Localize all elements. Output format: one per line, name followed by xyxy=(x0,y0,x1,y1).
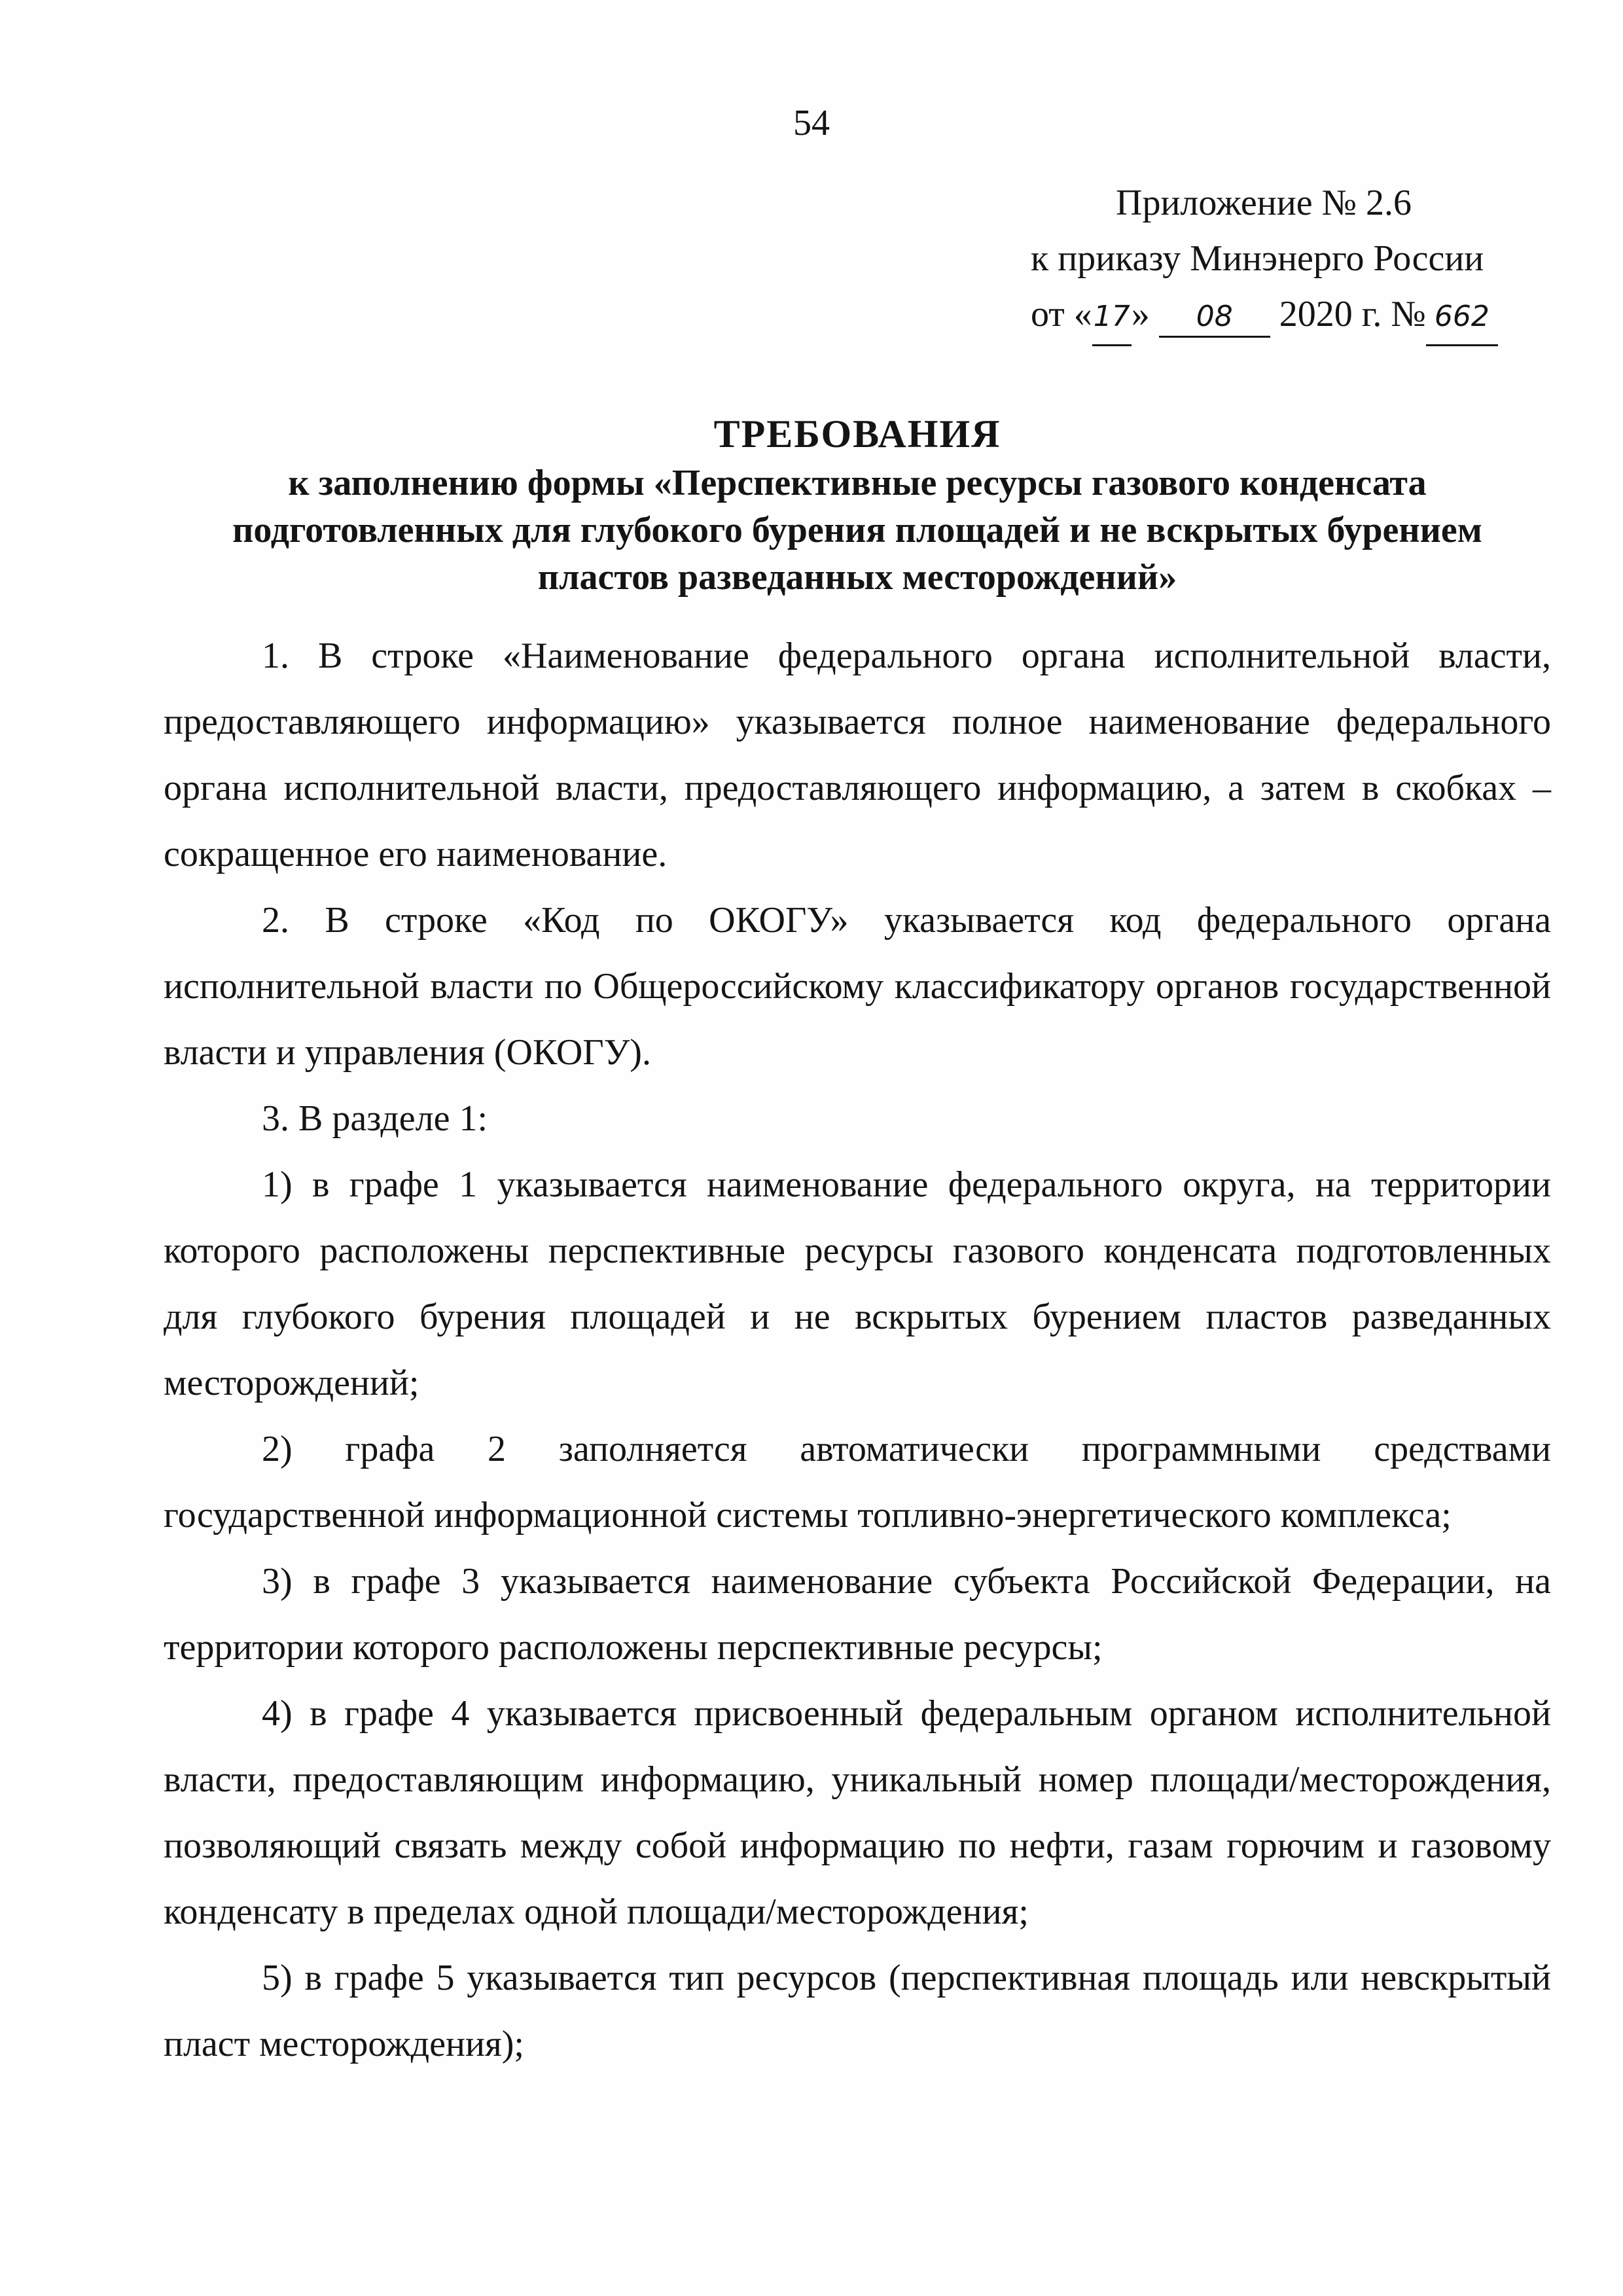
paragraph-1: 1. В строке «Наименование федерального органа исполнительной власти, предоставляющего информацию» указывается полное наименование федерального органа исполнительной власти, предоставляющего информацию, а затем в скобках – сокращенное его наименование. xyxy=(164,636,1551,874)
document-title xyxy=(164,408,1551,601)
paragraph-3: 3. В разделе 1: xyxy=(262,1098,488,1139)
paragraph-7: 4) в графе 4 указывается присвоенный федеральным органом исполнительной власти, предоставляющим информацию, уникальный номер площади/месторождения, позволяющий связать между собой информацию по нефти, газам горючим и газовому конденсату в пределах одной площади/месторождения; xyxy=(164,1693,1551,1932)
title-subtitle-line-1: к заполнению формы «Перспективные ресурсы газового конденсата xyxy=(288,463,1427,503)
title-subtitle-line-3: пластов разведанных месторождений» xyxy=(537,557,1177,598)
title-subtitle-line-2: подготовленных для глубокого бурения площадей и не вскрытых бурением xyxy=(232,510,1482,550)
date-month-handwritten: 08 xyxy=(1159,298,1270,338)
date-prefix: от « xyxy=(1031,294,1092,334)
appendix-title: Приложение № 2.6 xyxy=(1116,183,1412,223)
date-year: 2020 г. № xyxy=(1279,294,1426,334)
paragraph-6: 3) в графе 3 указывается наименование субъекта Российской Федерации, на территории которого расположены перспективные ресурсы; xyxy=(164,1561,1551,1668)
paragraph-2: 2. В строке «Код по ОКОГУ» указывается код федерального органа исполнительной власти по Общероссийскому классификатору органов государственной власти и управления (ОКОГУ). xyxy=(164,900,1551,1073)
document-body xyxy=(164,623,1551,2077)
date-day-handwritten: 17 xyxy=(1092,289,1132,346)
appendix-date-line xyxy=(1031,287,1567,346)
paragraph-4: 1) в графе 1 указывается наименование федерального округа, на территории которого расположены перспективные ресурсы газового конденсата подготовленных для глубокого бурения площадей и не вскрытых бурением пластов разведанных месторождений; xyxy=(164,1164,1551,1403)
order-number-handwritten: 662 xyxy=(1426,289,1498,346)
appendix-order-ref: к приказу Минэнерго России xyxy=(1031,238,1484,279)
paragraph-8: 5) в графе 5 указывается тип ресурсов (перспективная площадь или невскрытый пласт месторождения); xyxy=(164,1958,1551,2064)
appendix-header xyxy=(1031,175,1567,346)
title-main: ТРЕБОВАНИЯ xyxy=(713,412,1001,456)
page-number: 54 xyxy=(793,103,830,143)
date-mid: » xyxy=(1131,294,1159,334)
paragraph-5: 2) графа 2 заполняется автоматически программными средствами государственной информационной системы топливно-энергетического комплекса; xyxy=(164,1429,1551,1535)
